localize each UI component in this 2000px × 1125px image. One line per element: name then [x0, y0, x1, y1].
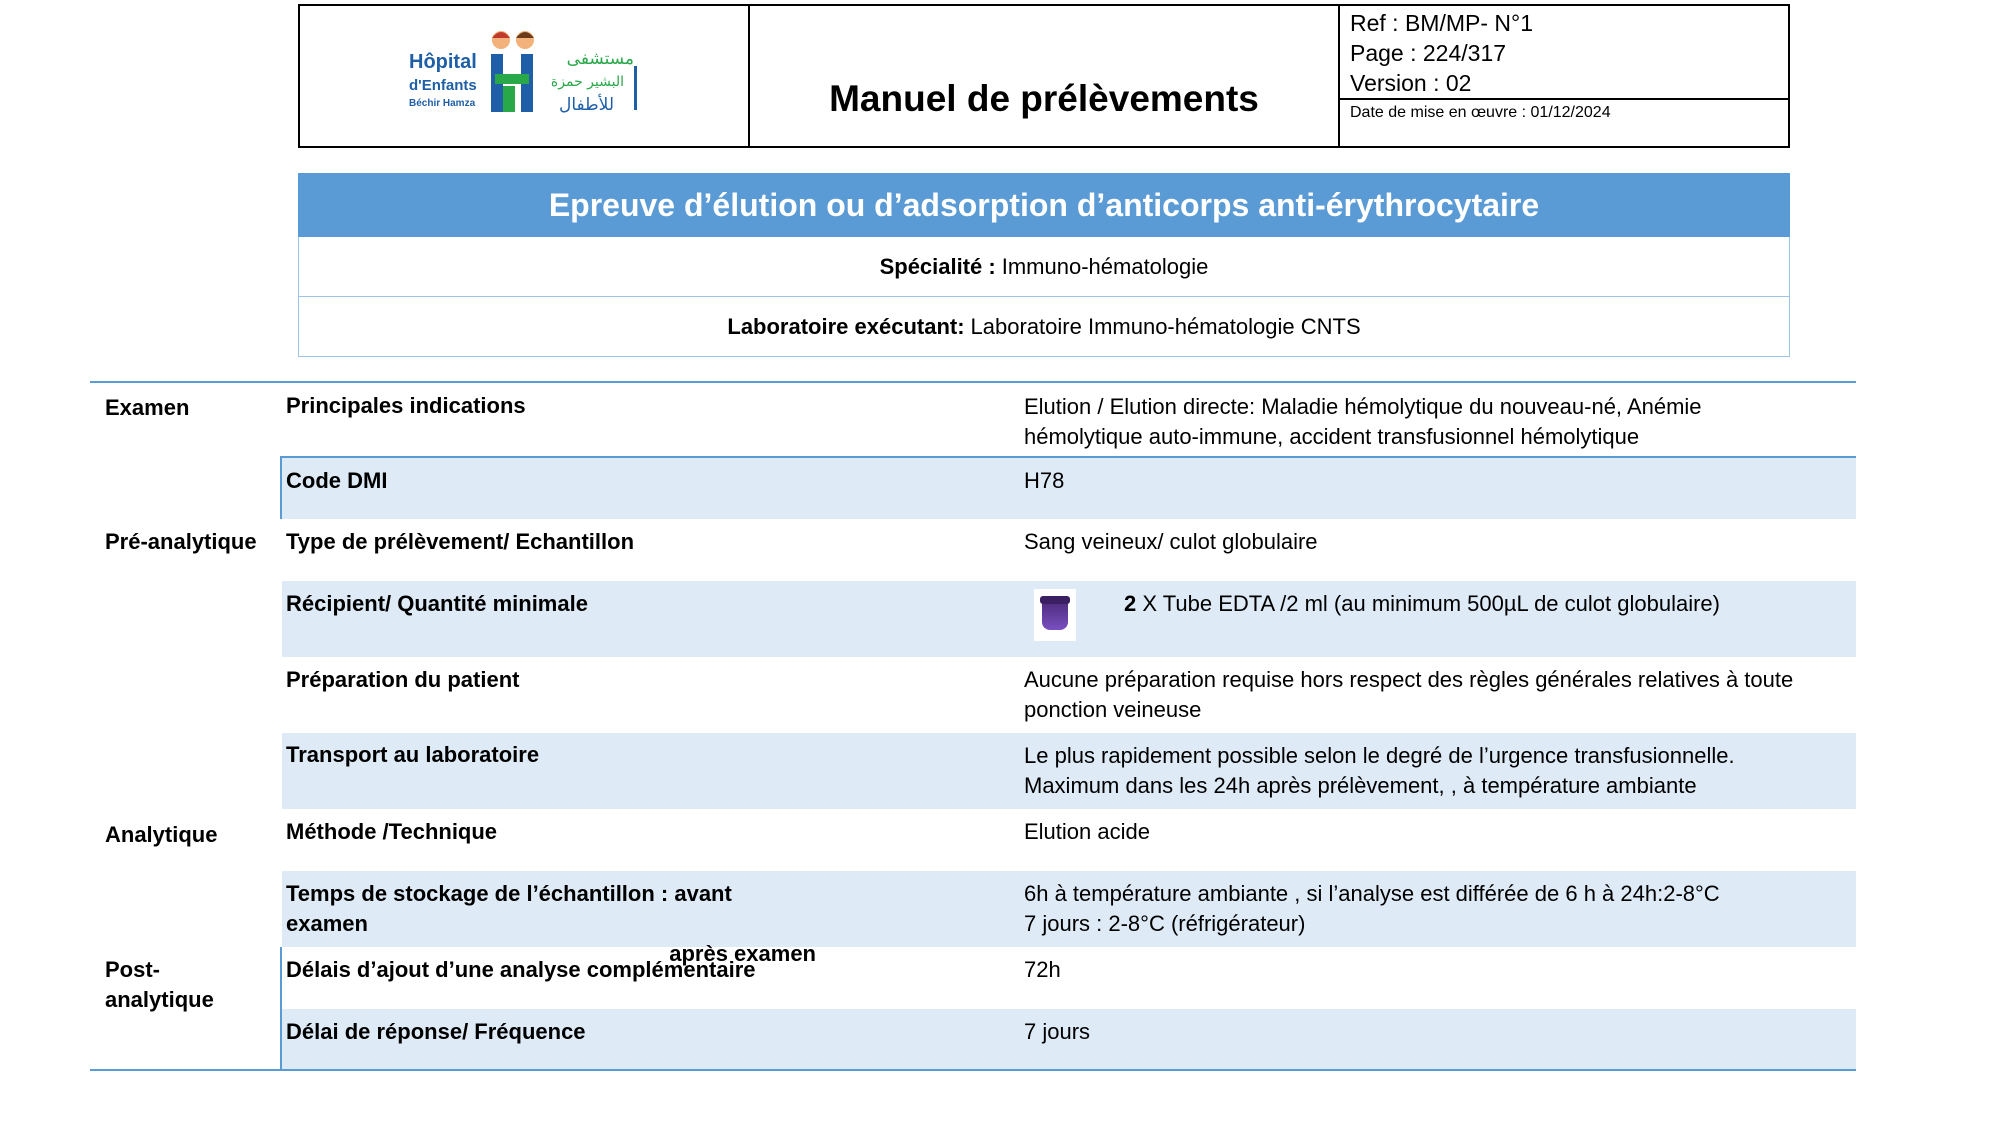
document-meta	[1340, 6, 1788, 146]
svg-text:للأطفال: للأطفال	[559, 95, 614, 115]
sample-type-value: Sang veineux/ culot globulaire	[1024, 529, 1318, 554]
meta-info	[1340, 6, 1788, 100]
section-examen: Examen	[105, 395, 190, 420]
preparation-value-line2: ponction veineuse	[1024, 697, 1202, 722]
transport-label: Transport au laboratoire	[286, 742, 540, 767]
version-number: Version : 02	[1350, 70, 1472, 96]
transport-value-line2: Maximum dans les 24h après prélèvement, , à température ambiante	[1024, 773, 1697, 798]
ref-number: Ref : BM/MP- N°1	[1350, 10, 1534, 36]
response-time-value: 7 jours	[1024, 1019, 1091, 1044]
purple-tube-icon	[1034, 589, 1076, 641]
section-post-line1: Post-	[105, 957, 160, 982]
test-banner	[298, 173, 1790, 357]
indications-label: Principales indications	[286, 393, 526, 418]
row-method	[282, 809, 1856, 871]
code-dmi-label: Code DMI	[286, 468, 388, 493]
container-value	[1024, 581, 1844, 657]
row-sample-type	[282, 519, 1856, 581]
container-label: Récipient/ Quantité minimale	[286, 591, 588, 616]
row-preparation	[282, 657, 1856, 733]
row-indications	[282, 383, 1856, 456]
additional-test-value: 72h	[1024, 957, 1061, 982]
storage-label-line2: après examen	[669, 941, 816, 966]
preparation-value-line1: Aucune préparation requise hors respect des règles générales relatives à toute	[1024, 667, 1794, 692]
transport-value	[1024, 741, 1735, 801]
method-label: Méthode /Technique	[286, 819, 498, 844]
additional-test-label: Délais d’ajout d’une analyse complémentaire	[286, 957, 756, 982]
sample-type-label: Type de prélèvement/ Echantillon	[286, 529, 635, 554]
effective-date: Date de mise en œuvre : 01/12/2024	[1350, 104, 1611, 121]
storage-value-line2: 7 jours : 2-8°C (réfrigérateur)	[1024, 911, 1306, 936]
page-number: Page : 224/317	[1350, 40, 1507, 66]
lab-row	[298, 297, 1790, 357]
transport-value-line1: Le plus rapidement possible selon le degré de l’urgence transfusionnelle.	[1024, 743, 1735, 768]
row-additional-test	[282, 947, 1856, 1009]
row-transport	[282, 733, 1856, 809]
preparation-value	[1024, 665, 1793, 725]
table-bottom-border	[90, 1069, 1856, 1071]
row-code-dmi	[282, 458, 1856, 519]
indications-value-line2: hémolytique auto-immune, accident transfusionnel hémolytique	[1024, 424, 1640, 449]
svg-text:مستشفى: مستشفى	[566, 49, 634, 69]
section-post-analytique	[105, 955, 214, 1015]
container-qty: 2	[1124, 591, 1137, 616]
specialty-label: Spécialité :	[879, 253, 996, 279]
svg-text:Béchir Hamza: Béchir Hamza	[409, 98, 476, 109]
section-pre-analytique: Pré-analytique	[105, 529, 257, 554]
lab-value: Laboratoire Immuno-hématologie CNTS	[970, 313, 1361, 339]
svg-text:Hôpital: Hôpital	[409, 51, 477, 73]
svg-text:البشير حمزة: البشير حمزة	[550, 74, 624, 90]
specification-table	[90, 381, 1856, 1071]
row-container	[282, 581, 1856, 657]
preparation-label: Préparation du patient	[286, 667, 520, 692]
container-desc: X Tube EDTA /2 ml (au minimum 500µL de culot globulaire)	[1136, 591, 1720, 616]
section-post-line2: analytique	[105, 987, 214, 1012]
manual-title: Manuel de prélèvements	[829, 78, 1259, 119]
row-storage	[282, 871, 1856, 966]
code-dmi-value: H78	[1024, 468, 1065, 493]
hospital-logo	[300, 6, 750, 146]
manual-title-cell	[750, 6, 1340, 146]
svg-text:d'Enfants: d'Enfants	[409, 77, 477, 94]
storage-value	[1024, 879, 1720, 939]
document-header	[298, 4, 1790, 148]
storage-label-line1: Temps de stockage de l’échantillon : avant examen	[286, 881, 732, 936]
specialty-row	[298, 237, 1790, 297]
method-value: Elution acide	[1024, 819, 1150, 844]
indications-value	[1024, 392, 1702, 452]
container-text	[1124, 589, 1720, 619]
section-analytique: Analytique	[105, 822, 218, 847]
lab-label: Laboratoire exécutant:	[727, 313, 965, 339]
specialty-value: Immuno-hématologie	[1001, 253, 1209, 279]
indications-value-line1: Elution / Elution directe: Maladie hémolytique du nouveau-né, Anémie	[1024, 394, 1702, 419]
row-response-time	[282, 1009, 1856, 1069]
storage-value-line1: 6h à température ambiante , si l’analyse est différée de 6 h à 24h:2-8°C	[1024, 881, 1720, 906]
test-title: Epreuve d’élution ou d’adsorption d’anticorps anti-érythrocytaire	[298, 173, 1790, 237]
response-time-label: Délai de réponse/ Fréquence	[286, 1019, 586, 1044]
